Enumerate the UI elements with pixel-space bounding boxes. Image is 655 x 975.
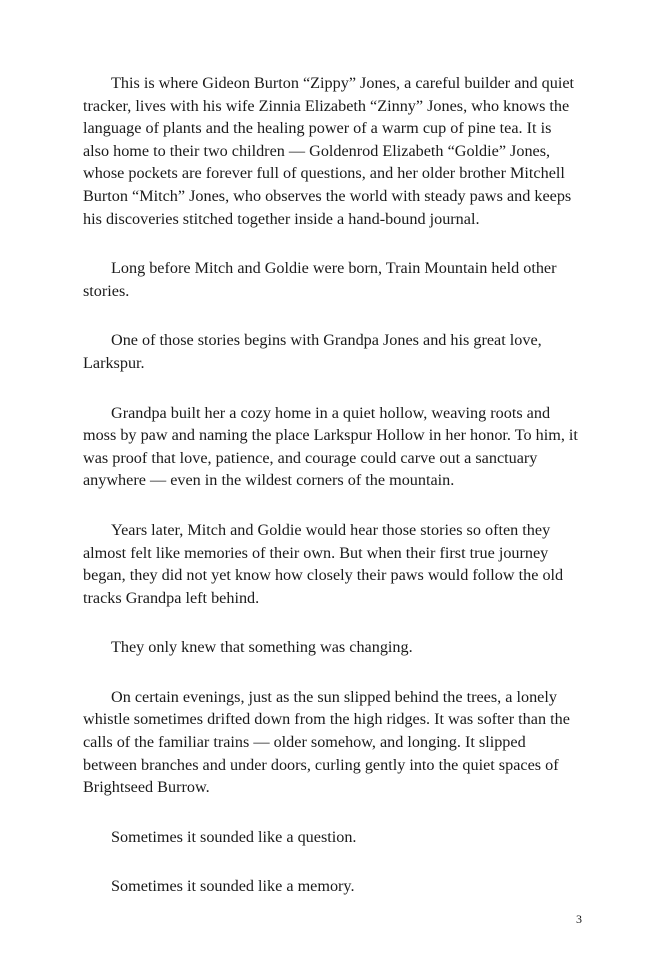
paragraph-1: This is where Gideon Burton “Zippy” Jones, a careful builder and quiet tracker, lives with his wife Zinnia Elizabeth “Zinny” Jones, who knows the language of plants and the healing power of a warm cup of pine tea. It is also home to their two children — Goldenrod Elizabeth “Goldie” Jones, whose pockets are forever full of questions, and her older brother Mitchell Burton “Mitch” Jones, who observes the world with steady paws and keeps his discoveries stitched together inside a hand-bound journal. [83, 74, 575, 228]
paragraph-2: Long before Mitch and Goldie were born, Train Mountain held other stories. [83, 259, 557, 300]
paragraph-9: Sometimes it sounded like a memory. [111, 877, 355, 896]
paragraph-3: One of those stories begins with Grandpa Jones and his great love, Larkspur. [83, 331, 542, 372]
paragraph-6: They only knew that something was changing. [111, 638, 413, 657]
paragraph-4: Grandpa built her a cozy home in a quiet hollow, weaving roots and moss by paw and naming the place Larkspur Hollow in her honor. To him, it was proof that love, patience, and courage could carve out a sanctuary anywhere — even in the wildest corners of the mountain. [83, 403, 578, 490]
paragraph-8: Sometimes it sounded like a question. [111, 827, 357, 846]
paragraph-7: On certain evenings, just as the sun slipped behind the trees, a lonely whistle sometimes drifted down from the high ridges. It was softer than the calls of the familiar trains — older somehow, and longing. It slipped between branches and under doors, curling gently into the quiet spaces of Brightseed Burrow. [83, 687, 570, 797]
page-number: 3 [576, 912, 582, 926]
paragraph-5: Years later, Mitch and Goldie would hear those stories so often they almost felt like memories of their own. But when their first true journey began, they did not yet know how closely their paws would follow the old tracks Grandpa left behind. [83, 520, 564, 607]
